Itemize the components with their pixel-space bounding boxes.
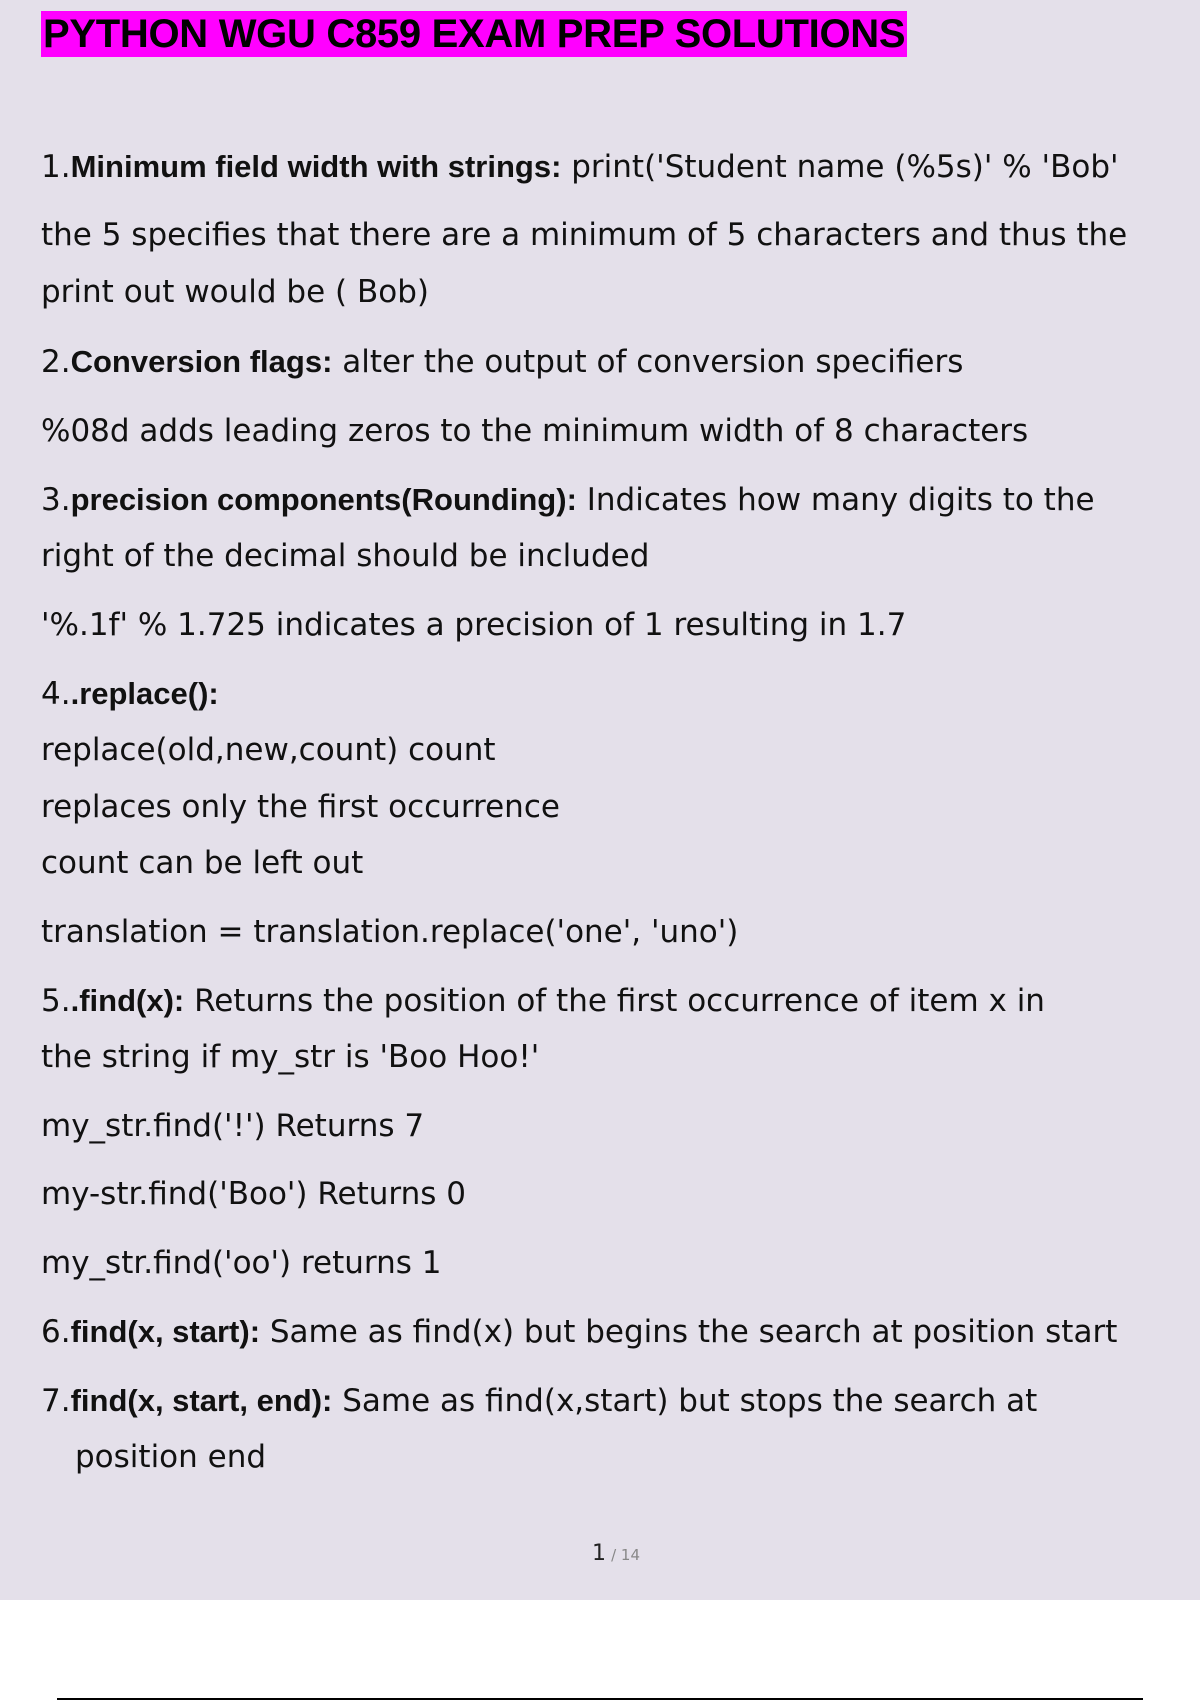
- body-line: the string if my_str is 'Boo Hoo!': [41, 1039, 540, 1075]
- page-total: / 14: [611, 1546, 641, 1564]
- body-line: replaces only the first occurrence: [41, 789, 560, 825]
- item-number: 4.: [41, 676, 71, 712]
- body-line: the 5 specifies that there are a minimum of 5 characters and thus the: [41, 217, 1128, 253]
- body-line: count can be left out: [41, 845, 364, 881]
- page-number: [592, 1541, 640, 1566]
- document-title: PYTHON WGU C859 EXAM PREP SOLUTIONS: [43, 12, 906, 56]
- list-item-4: [41, 674, 219, 714]
- list-item-6: [41, 1312, 1117, 1352]
- item-term: Conversion flags:: [70, 344, 333, 379]
- item-number: 6.: [41, 1314, 71, 1350]
- item-text: Returns the position of the first occurrence of item x in: [184, 983, 1045, 1019]
- body-line: '%.1f' % 1.725 indicates a precision of 1 resulting in 1.7: [41, 607, 907, 643]
- item-text: print('Student name (%5s)' % 'Bob': [561, 149, 1119, 185]
- body-line: my_str.find('!') Returns 7: [41, 1108, 425, 1144]
- body-line: %08d adds leading zeros to the minimum width of 8 characters: [41, 413, 1029, 449]
- item-text: alter the output of conversion specifiers: [332, 344, 964, 380]
- list-item-1: [41, 147, 1119, 187]
- item-term: Minimum field width with strings:: [70, 149, 562, 184]
- item-text: Same as find(x) but begins the search at position start: [260, 1314, 1118, 1350]
- body-line: translation = translation.replace('one', 'uno'): [41, 914, 739, 950]
- body-line: my-str.find('Boo') Returns 0: [41, 1176, 466, 1212]
- item-term: find(x, start):: [70, 1314, 261, 1349]
- page-current: 1: [592, 1541, 606, 1566]
- item-term: .replace():: [70, 676, 219, 711]
- item-number: 1.: [41, 149, 71, 185]
- body-line: my_str.find('oo') returns 1: [41, 1245, 442, 1281]
- body-line: replace(old,new,count) count: [41, 732, 496, 768]
- item-number: 5.: [41, 983, 71, 1019]
- list-item-3: [41, 480, 1095, 520]
- body-line: right of the decimal should be included: [41, 538, 650, 574]
- item-term: find(x, start, end):: [70, 1383, 333, 1418]
- item-number: 2.: [41, 344, 71, 380]
- item-term: .find(x):: [70, 983, 185, 1018]
- item-text: Indicates how many digits to the: [576, 482, 1095, 518]
- item-number: 3.: [41, 482, 71, 518]
- list-item-7: [41, 1381, 1037, 1421]
- item-number: 7.: [41, 1383, 71, 1419]
- list-item-5: [41, 981, 1045, 1021]
- item-text: Same as find(x,start) but stops the search at: [332, 1383, 1038, 1419]
- body-line: position end: [75, 1439, 267, 1475]
- list-item-2: [41, 342, 963, 382]
- body-line: print out would be ( Bob): [41, 274, 429, 310]
- item-term: precision components(Rounding):: [70, 482, 577, 517]
